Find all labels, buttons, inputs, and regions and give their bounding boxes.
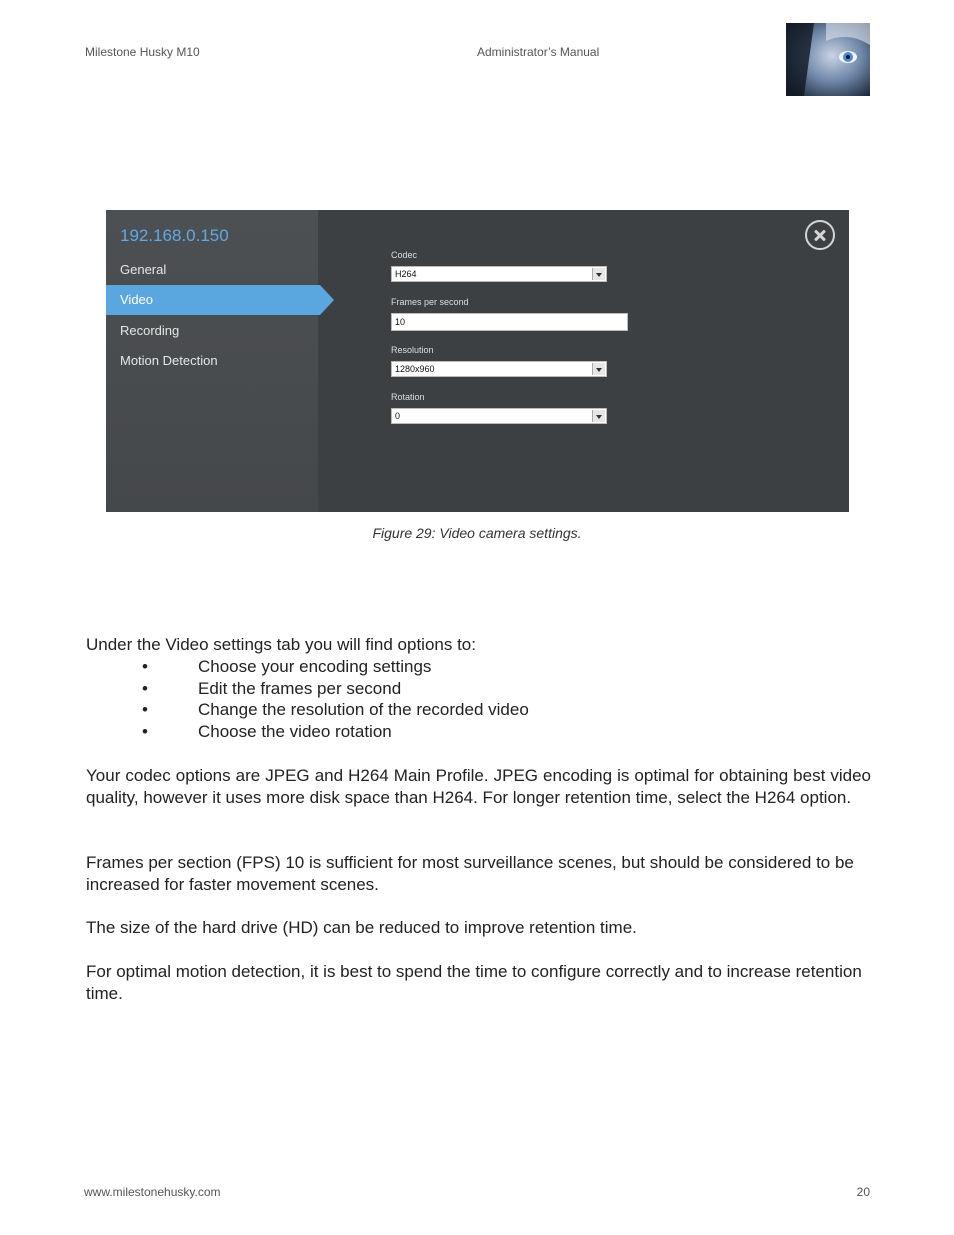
motion-detection-paragraph: For optimal motion detection, it is best to spend the time to configure correctly and to increase retention time. bbox=[86, 962, 862, 1003]
fps-paragraph: Frames per section (FPS) 10 is sufficient for most surveillance scenes, but should be considered to be increased for faster movement scenes. bbox=[86, 853, 854, 894]
husky-logo bbox=[786, 23, 870, 96]
fps-value: 10 bbox=[395, 317, 406, 327]
list-item: • Change the resolution of the recorded video bbox=[142, 700, 529, 720]
header-product-name: Milestone Husky M10 bbox=[85, 45, 200, 59]
rotation-label: Rotation bbox=[391, 392, 425, 402]
header-manual-title: Administrator’s Manual bbox=[477, 45, 600, 59]
rotation-select[interactable] bbox=[391, 408, 607, 424]
bullet-icon: • bbox=[142, 700, 148, 720]
sidebar-item-recording[interactable]: Recording bbox=[120, 323, 180, 338]
codec-value: H264 bbox=[395, 269, 417, 279]
page-number: 20 bbox=[856, 1185, 870, 1199]
rotation-value: 0 bbox=[395, 411, 401, 421]
hard-drive-paragraph: The size of the hard drive (HD) can be reduced to improve retention time. bbox=[86, 918, 637, 937]
sidebar-item-label: Video bbox=[120, 292, 154, 307]
footer-url: www.milestonehusky.com bbox=[84, 1185, 221, 1199]
camera-settings-screenshot bbox=[106, 210, 849, 512]
list-item: • Choose the video rotation bbox=[142, 722, 392, 742]
bullet-icon: • bbox=[142, 678, 148, 698]
sidebar-item-video[interactable] bbox=[106, 285, 320, 315]
sidebar-item-motion-detection[interactable]: Motion Detection bbox=[120, 353, 218, 368]
codec-select[interactable] bbox=[391, 266, 607, 282]
settings-sidebar bbox=[106, 210, 318, 512]
intro-paragraph: Under the Video settings tab you will find options to: bbox=[86, 635, 476, 654]
codec-paragraph: Your codec options are JPEG and H264 Main Profile. JPEG encoding is optimal for obtaining best video quality, however it uses more disk space than H264. For longer retention time, select the H264 option. bbox=[86, 766, 871, 807]
bullet-icon: • bbox=[142, 657, 148, 676]
options-list bbox=[142, 656, 529, 743]
figure-caption: Figure 29: Video camera settings. bbox=[372, 525, 582, 541]
list-item: • Edit the frames per second bbox=[142, 678, 402, 698]
list-item: • Choose your encoding settings bbox=[142, 657, 432, 676]
resolution-value: 1280x960 bbox=[395, 364, 435, 374]
chevron-down-icon[interactable] bbox=[592, 363, 605, 375]
chevron-down-icon[interactable] bbox=[592, 268, 605, 280]
close-icon[interactable] bbox=[805, 220, 835, 250]
fps-input[interactable] bbox=[391, 313, 628, 331]
sidebar-item-general[interactable]: General bbox=[120, 262, 167, 277]
camera-ip-address: 192.168.0.150 bbox=[120, 226, 229, 245]
codec-label: Codec bbox=[391, 250, 418, 260]
resolution-select[interactable] bbox=[391, 361, 607, 377]
resolution-label: Resolution bbox=[391, 345, 434, 355]
fps-label: Frames per second bbox=[391, 297, 469, 307]
chevron-down-icon[interactable] bbox=[592, 410, 605, 422]
bullet-icon: • bbox=[142, 722, 148, 742]
